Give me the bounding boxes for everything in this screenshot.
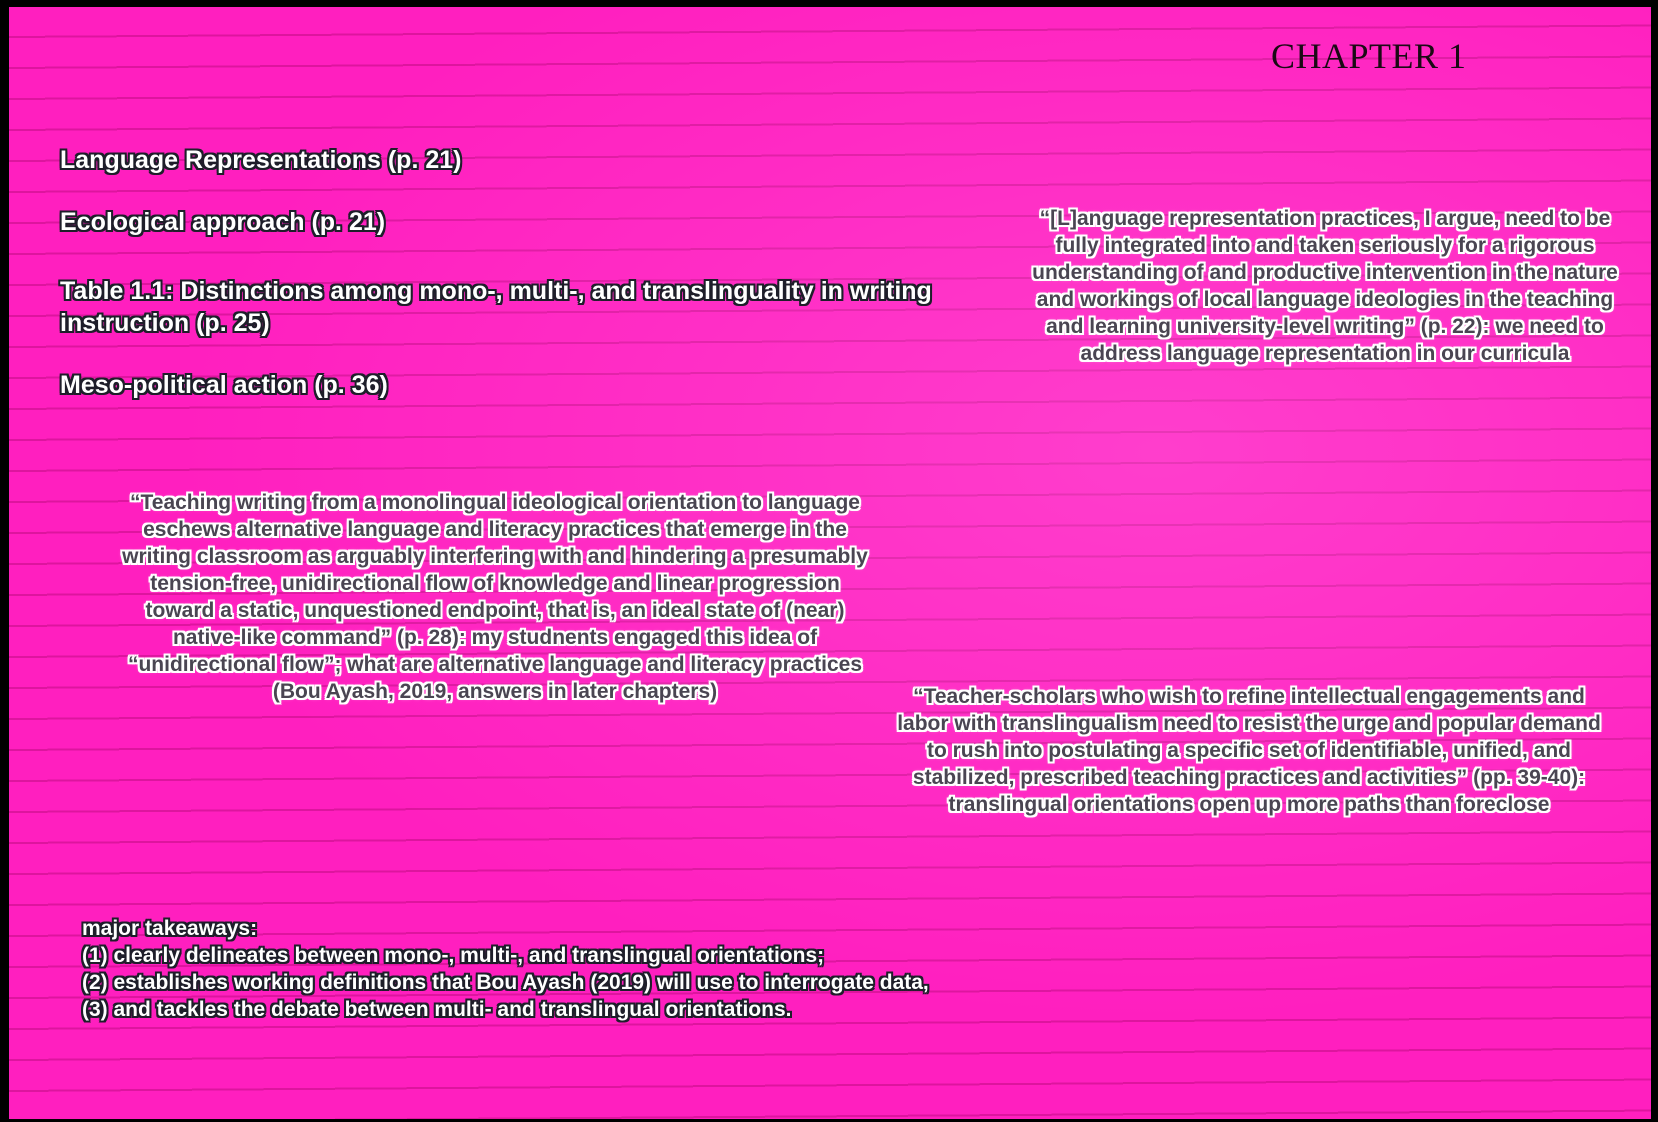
heading-meso-political-action: Meso-political action (p. 36) bbox=[60, 371, 388, 399]
major-takeaways bbox=[82, 915, 929, 1023]
heading-ecological-approach: Ecological approach (p. 21) bbox=[60, 208, 386, 236]
slide-card bbox=[9, 7, 1651, 1119]
takeaway-item: (3) and tackles the debate between multi- and translingual orientations. bbox=[82, 998, 792, 1021]
quote-teacher-scholars: “Teacher-scholars who wish to refine intellectual engagements and labor with translingualism need to resist the urge and popular demand to rush into postulating a specific set of identifiable, unified, and stabilized, prescribed teaching practices and activities” (pp. 39-40): translingual orientations open up more paths than foreclose bbox=[897, 685, 1601, 816]
takeaways-title: major takeaways: bbox=[82, 917, 258, 940]
heading-table-1-1: Table 1.1: Distinctions among mono-, multi-, and translinguality in writing instruction (p. 25) bbox=[60, 277, 932, 337]
heading-language-representations: Language Representations (p. 21) bbox=[60, 146, 462, 174]
takeaway-item: (2) establishes working definitions that Bou Ayash (2019) will use to interrogate data, bbox=[82, 971, 929, 994]
quote-monolingual-orientation: “Teaching writing from a monolingual ideological orientation to language eschews alternative language and literacy practices that emerge in the writing classroom as arguably interfering with and hindering a presumably tension-free, unidirectional flow of knowledge and linear progression toward a static, unquestioned endpoint, that is, an ideal state of (near) native-like command” (p. 28): my studnents engaged this idea of “unidirectional flow”; what are alternative language and literacy practices (Bou Ayash, 2019, answers in later chapters) bbox=[122, 491, 868, 703]
quote-language-representation: “[L]anguage representation practices, I argue, need to be fully integrated into and taken seriously for a rigorous understanding of and productive intervention in the nature and workings of local language ideologies in the teaching and learning university-level writing” (p. 22): we need to address language representation in our curricula bbox=[1032, 207, 1618, 365]
chapter-label: CHAPTER 1 bbox=[1271, 36, 1467, 76]
takeaway-item: (1) clearly delineates between mono-, multi-, and translingual orientations; bbox=[82, 944, 825, 967]
